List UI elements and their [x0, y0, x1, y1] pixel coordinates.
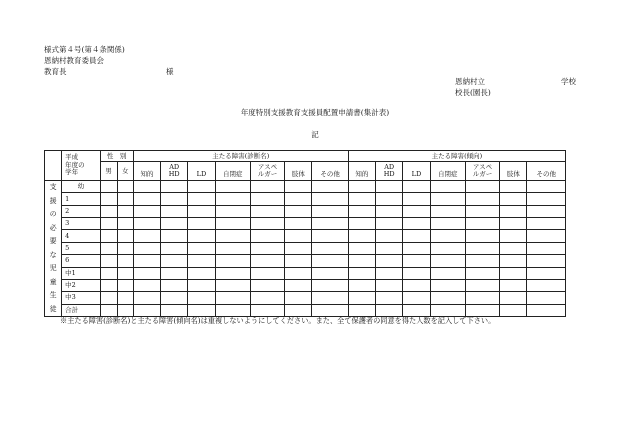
count-cell[interactable] [403, 230, 430, 242]
row-label: 4 [62, 230, 100, 242]
count-cell[interactable] [376, 304, 403, 316]
count-cell[interactable] [403, 205, 430, 217]
grade-header-line1: 平成 [65, 153, 79, 162]
count-cell[interactable] [188, 292, 215, 304]
category-line1: アスペ [257, 162, 278, 171]
count-cell[interactable] [100, 193, 117, 205]
side-label-char: な [49, 250, 57, 259]
count-cell[interactable] [527, 242, 566, 254]
count-cell[interactable] [348, 218, 375, 230]
count-cell[interactable] [188, 255, 215, 267]
category-line2: LD [196, 170, 207, 178]
category-line2: 知的 [140, 170, 154, 178]
count-cell[interactable] [188, 230, 215, 242]
count-cell[interactable] [312, 304, 348, 316]
category-line2: HD [168, 170, 180, 178]
count-cell[interactable] [312, 218, 348, 230]
count-cell[interactable] [250, 193, 284, 205]
count-cell[interactable] [117, 193, 133, 205]
row-label: 中3 [62, 292, 100, 304]
count-cell[interactable] [403, 242, 430, 254]
gender-header: 性 別 [100, 151, 133, 162]
count-cell[interactable] [100, 230, 117, 242]
corner-cell [45, 151, 62, 181]
count-cell[interactable] [403, 267, 430, 279]
count-cell[interactable] [430, 230, 465, 242]
count-cell[interactable] [133, 292, 160, 304]
row-label: 幼 [62, 181, 100, 193]
count-cell[interactable] [465, 255, 499, 267]
count-cell[interactable] [465, 193, 499, 205]
row-label: 5 [62, 242, 100, 254]
count-cell[interactable] [215, 242, 250, 254]
count-cell[interactable] [500, 279, 527, 291]
count-cell[interactable] [285, 242, 312, 254]
count-cell[interactable] [250, 230, 284, 242]
count-cell[interactable] [527, 279, 566, 291]
school-prefix: 恩納村立 [455, 77, 485, 86]
count-cell[interactable] [527, 218, 566, 230]
count-cell[interactable] [161, 279, 188, 291]
count-cell[interactable] [376, 230, 403, 242]
count-cell[interactable] [312, 230, 348, 242]
side-label-char: 援 [49, 196, 57, 205]
diagnosis-category-3 [215, 162, 250, 181]
count-cell[interactable] [215, 279, 250, 291]
count-cell[interactable] [188, 218, 215, 230]
diagnosis-category-0 [133, 162, 160, 181]
count-cell[interactable] [133, 230, 160, 242]
count-cell[interactable] [527, 267, 566, 279]
count-cell[interactable] [100, 205, 117, 217]
count-cell[interactable] [100, 218, 117, 230]
count-cell[interactable] [500, 193, 527, 205]
count-cell[interactable] [403, 255, 430, 267]
category-line1: アスペ [472, 162, 493, 171]
diagnosis-category-6 [312, 162, 348, 181]
count-cell[interactable] [250, 255, 284, 267]
count-cell[interactable] [348, 267, 375, 279]
count-cell[interactable] [403, 193, 430, 205]
count-cell[interactable] [500, 255, 527, 267]
count-cell[interactable] [250, 218, 284, 230]
category-line2: 知的 [355, 170, 369, 178]
count-cell[interactable] [430, 255, 465, 267]
principal-label: 校長(園長) [455, 88, 491, 97]
category-line2: その他 [536, 170, 556, 178]
tendency-category-6 [527, 162, 566, 181]
count-cell[interactable] [161, 242, 188, 254]
count-cell[interactable] [285, 279, 312, 291]
addressee-title: 教育長 [44, 67, 67, 76]
count-cell[interactable] [215, 218, 250, 230]
count-cell[interactable] [117, 242, 133, 254]
count-cell[interactable] [215, 181, 250, 193]
count-cell[interactable] [500, 230, 527, 242]
count-cell[interactable] [188, 205, 215, 217]
summary-table [44, 150, 566, 317]
count-cell[interactable] [161, 205, 188, 217]
count-cell[interactable] [312, 181, 348, 193]
count-cell[interactable] [133, 181, 160, 193]
grade-header-line2: 年度の [65, 160, 85, 169]
count-cell[interactable] [285, 292, 312, 304]
count-cell[interactable] [133, 267, 160, 279]
count-cell[interactable] [215, 230, 250, 242]
count-cell[interactable] [465, 242, 499, 254]
male-header: 男 [100, 162, 117, 181]
count-cell[interactable] [161, 230, 188, 242]
row-label: 6 [62, 255, 100, 267]
category-line2: その他 [320, 170, 340, 178]
count-cell[interactable] [465, 218, 499, 230]
tendency-group-header: 主たる障害(傾向) [348, 151, 565, 162]
count-cell[interactable] [376, 205, 403, 217]
category-line2: 自閉症 [437, 170, 458, 178]
count-cell[interactable] [376, 218, 403, 230]
table-row [45, 242, 566, 254]
count-cell[interactable] [100, 181, 117, 193]
count-cell[interactable] [465, 304, 499, 316]
table-row [45, 181, 566, 193]
count-cell[interactable] [500, 292, 527, 304]
count-cell[interactable] [250, 205, 284, 217]
table-row [45, 193, 566, 205]
table-row [45, 304, 566, 316]
count-cell[interactable] [285, 205, 312, 217]
count-cell[interactable] [348, 205, 375, 217]
table-row [45, 205, 566, 217]
count-cell[interactable] [376, 193, 403, 205]
count-cell[interactable] [465, 292, 499, 304]
count-cell[interactable] [117, 218, 133, 230]
count-cell[interactable] [527, 255, 566, 267]
count-cell[interactable] [215, 193, 250, 205]
count-cell[interactable] [465, 230, 499, 242]
count-cell[interactable] [348, 279, 375, 291]
count-cell[interactable] [161, 218, 188, 230]
count-cell[interactable] [500, 242, 527, 254]
category-line2: HD [383, 170, 395, 178]
footnote: ※主たる障害(診断名)と主たる障害(傾向名)は重複しないようにしてください。また、全て保護者の同意を得た人数を記入して下さい。 [60, 316, 496, 325]
count-cell[interactable] [285, 230, 312, 242]
count-cell[interactable] [117, 181, 133, 193]
count-cell[interactable] [161, 267, 188, 279]
side-label-char: 支 [49, 183, 57, 191]
diagnosis-category-5 [285, 162, 312, 181]
count-cell[interactable] [312, 205, 348, 217]
count-cell[interactable] [250, 181, 284, 193]
count-cell[interactable] [161, 181, 188, 193]
table-row [45, 292, 566, 304]
count-cell[interactable] [188, 267, 215, 279]
side-label-char: 児 [49, 264, 57, 272]
count-cell[interactable] [117, 255, 133, 267]
side-label-char: 童 [49, 277, 57, 286]
count-cell[interactable] [312, 242, 348, 254]
count-cell[interactable] [133, 218, 160, 230]
row-label: 3 [62, 218, 100, 230]
count-cell[interactable] [376, 279, 403, 291]
tendency-category-2 [403, 162, 430, 181]
count-cell[interactable] [527, 193, 566, 205]
count-cell[interactable] [117, 267, 133, 279]
tendency-category-4 [465, 162, 499, 181]
side-label-char: 要 [49, 237, 57, 245]
count-cell[interactable] [403, 181, 430, 193]
tendency-category-3 [430, 162, 465, 181]
category-line2: 肢体 [506, 170, 520, 178]
side-label-char: 必 [49, 223, 57, 232]
count-cell[interactable] [285, 267, 312, 279]
count-cell[interactable] [188, 193, 215, 205]
diagnosis-category-4 [250, 162, 284, 181]
count-cell[interactable] [430, 304, 465, 316]
count-cell[interactable] [348, 181, 375, 193]
side-label-char: の [49, 210, 57, 218]
count-cell[interactable] [376, 292, 403, 304]
count-cell[interactable] [348, 255, 375, 267]
school-suffix: 学校 [561, 77, 576, 86]
count-cell[interactable] [430, 205, 465, 217]
count-cell[interactable] [430, 218, 465, 230]
count-cell[interactable] [285, 218, 312, 230]
table-row [45, 218, 566, 230]
count-cell[interactable] [527, 205, 566, 217]
count-cell[interactable] [133, 255, 160, 267]
count-cell[interactable] [403, 304, 430, 316]
count-cell[interactable] [100, 304, 117, 316]
count-cell[interactable] [376, 255, 403, 267]
honorific: 様 [166, 67, 174, 76]
count-cell[interactable] [465, 181, 499, 193]
count-cell[interactable] [188, 279, 215, 291]
count-cell[interactable] [376, 181, 403, 193]
side-label [45, 181, 62, 317]
count-cell[interactable] [430, 279, 465, 291]
count-cell[interactable] [465, 279, 499, 291]
row-label: 2 [62, 205, 100, 217]
count-cell[interactable] [430, 181, 465, 193]
document-title: 年度特別支援教育支援員配置申請書(集計表) [240, 108, 390, 117]
female-header: 女 [117, 162, 133, 181]
count-cell[interactable] [215, 205, 250, 217]
count-cell[interactable] [312, 279, 348, 291]
count-cell[interactable] [500, 267, 527, 279]
count-cell[interactable] [348, 193, 375, 205]
record-mark: 記 [311, 130, 319, 139]
table-row [45, 255, 566, 267]
count-cell[interactable] [312, 292, 348, 304]
count-cell[interactable] [161, 255, 188, 267]
count-cell[interactable] [250, 304, 284, 316]
count-cell[interactable] [100, 267, 117, 279]
count-cell[interactable] [465, 205, 499, 217]
category-line2: 肢体 [291, 170, 305, 178]
count-cell[interactable] [161, 193, 188, 205]
count-cell[interactable] [215, 292, 250, 304]
tendency-category-1 [376, 162, 403, 181]
count-cell[interactable] [117, 205, 133, 217]
count-cell[interactable] [133, 304, 160, 316]
count-cell[interactable] [133, 279, 160, 291]
count-cell[interactable] [500, 218, 527, 230]
count-cell[interactable] [285, 255, 312, 267]
count-cell[interactable] [133, 242, 160, 254]
row-label: 合計 [62, 304, 100, 316]
count-cell[interactable] [348, 230, 375, 242]
tendency-category-0 [348, 162, 375, 181]
count-cell[interactable] [312, 255, 348, 267]
count-cell[interactable] [403, 279, 430, 291]
count-cell[interactable] [376, 242, 403, 254]
category-line2: LD [411, 170, 422, 178]
count-cell[interactable] [348, 304, 375, 316]
count-cell[interactable] [285, 193, 312, 205]
category-line2: ルガー [257, 170, 278, 178]
count-cell[interactable] [215, 267, 250, 279]
count-cell[interactable] [285, 181, 312, 193]
count-cell[interactable] [376, 267, 403, 279]
table-row [45, 230, 566, 242]
count-cell[interactable] [161, 292, 188, 304]
count-cell[interactable] [527, 304, 566, 316]
count-cell[interactable] [117, 279, 133, 291]
count-cell[interactable] [500, 181, 527, 193]
side-label-char: 徒 [49, 304, 57, 313]
count-cell[interactable] [250, 242, 284, 254]
board-name: 恩納村教育委員会 [44, 56, 104, 65]
count-cell[interactable] [117, 304, 133, 316]
row-label: 中1 [62, 267, 100, 279]
count-cell[interactable] [188, 242, 215, 254]
grade-header [62, 151, 100, 181]
category-line1: AD [384, 162, 395, 171]
count-cell[interactable] [312, 193, 348, 205]
category-line2: ルガー [472, 170, 493, 178]
count-cell[interactable] [527, 292, 566, 304]
grade-header-line3: 学年 [65, 168, 79, 177]
count-cell[interactable] [250, 267, 284, 279]
count-cell[interactable] [250, 279, 284, 291]
count-cell[interactable] [100, 242, 117, 254]
diagnosis-category-1 [161, 162, 188, 181]
count-cell[interactable] [403, 218, 430, 230]
count-cell[interactable] [161, 304, 188, 316]
count-cell[interactable] [188, 181, 215, 193]
side-label-char: 生 [49, 291, 57, 299]
count-cell[interactable] [133, 193, 160, 205]
count-cell[interactable] [527, 181, 566, 193]
table-row [45, 267, 566, 279]
count-cell[interactable] [465, 267, 499, 279]
row-label: 1 [62, 193, 100, 205]
count-cell[interactable] [500, 205, 527, 217]
count-cell[interactable] [527, 230, 566, 242]
count-cell[interactable] [430, 292, 465, 304]
count-cell[interactable] [100, 292, 117, 304]
category-line1: AD [169, 162, 180, 171]
count-cell[interactable] [430, 267, 465, 279]
diagnosis-group-header: 主たる障害(診断名) [133, 151, 348, 162]
count-cell[interactable] [312, 267, 348, 279]
diagnosis-category-2 [188, 162, 215, 181]
count-cell[interactable] [133, 205, 160, 217]
count-cell[interactable] [215, 304, 250, 316]
table-row [45, 279, 566, 291]
row-label: 中2 [62, 279, 100, 291]
count-cell[interactable] [215, 255, 250, 267]
count-cell[interactable] [250, 292, 284, 304]
count-cell[interactable] [188, 304, 215, 316]
count-cell[interactable] [117, 230, 133, 242]
count-cell[interactable] [348, 242, 375, 254]
tendency-category-5 [500, 162, 527, 181]
count-cell[interactable] [430, 242, 465, 254]
count-cell[interactable] [285, 304, 312, 316]
count-cell[interactable] [348, 292, 375, 304]
count-cell[interactable] [117, 292, 133, 304]
count-cell[interactable] [100, 279, 117, 291]
count-cell[interactable] [430, 193, 465, 205]
count-cell[interactable] [100, 255, 117, 267]
count-cell[interactable] [500, 304, 527, 316]
category-line2: 自閉症 [222, 170, 243, 178]
form-number: 様式第４号(第４条関係) [44, 45, 125, 54]
count-cell[interactable] [403, 292, 430, 304]
